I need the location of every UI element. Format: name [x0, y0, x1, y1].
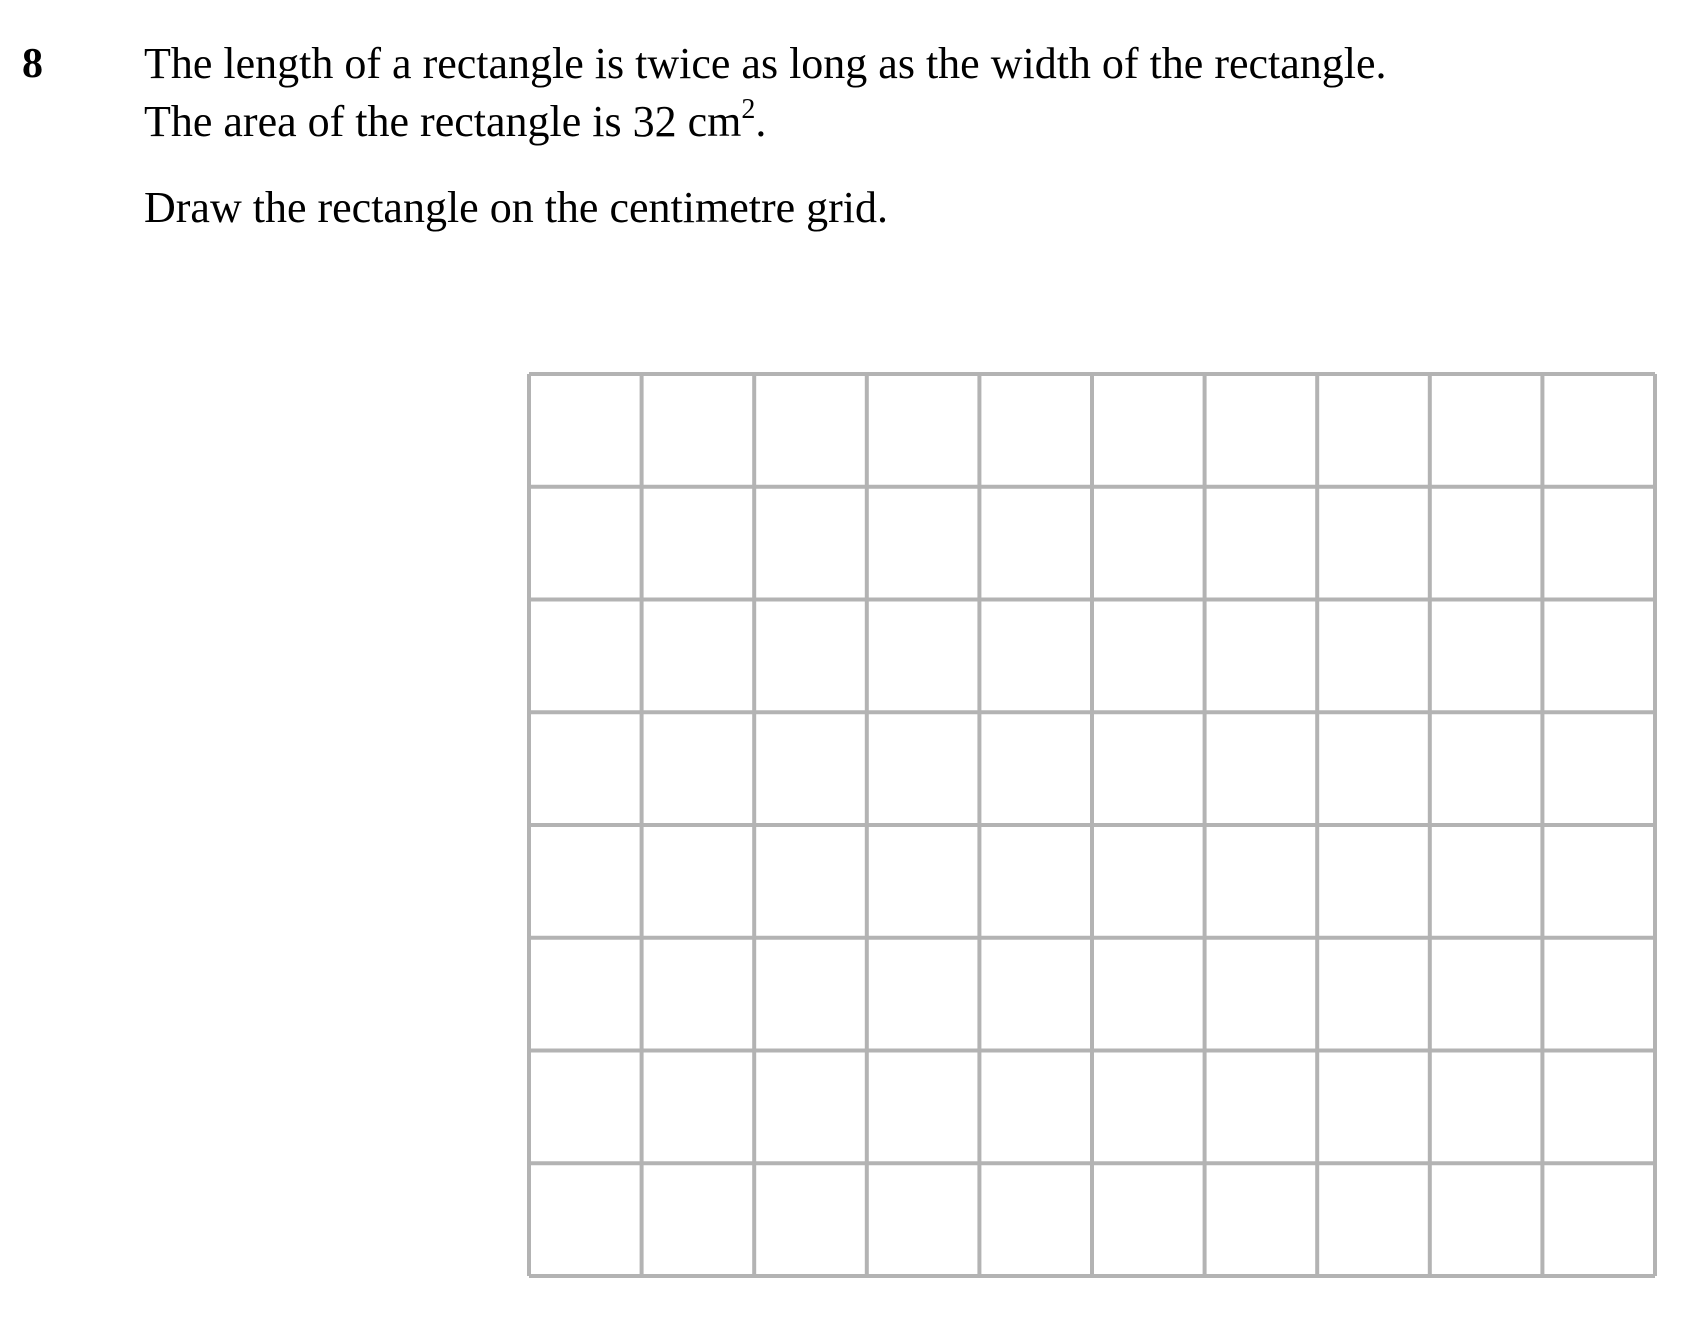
question-text-line-2 [144, 94, 766, 156]
question-number: 8 [22, 41, 43, 87]
question-text-line-1: The length of a rectangle is twice as long as the width of the rectangle. [144, 39, 1387, 88]
instruction-text: Draw the rectangle on the centimetre grid. [144, 183, 889, 232]
squared-superscript: 2 [741, 94, 756, 125]
centimetre-grid[interactable] [527, 372, 1657, 1278]
area-statement-end: . [755, 97, 767, 146]
area-statement: The area of the rectangle is 32 cm [144, 97, 742, 146]
grid-svg[interactable] [527, 372, 1657, 1278]
